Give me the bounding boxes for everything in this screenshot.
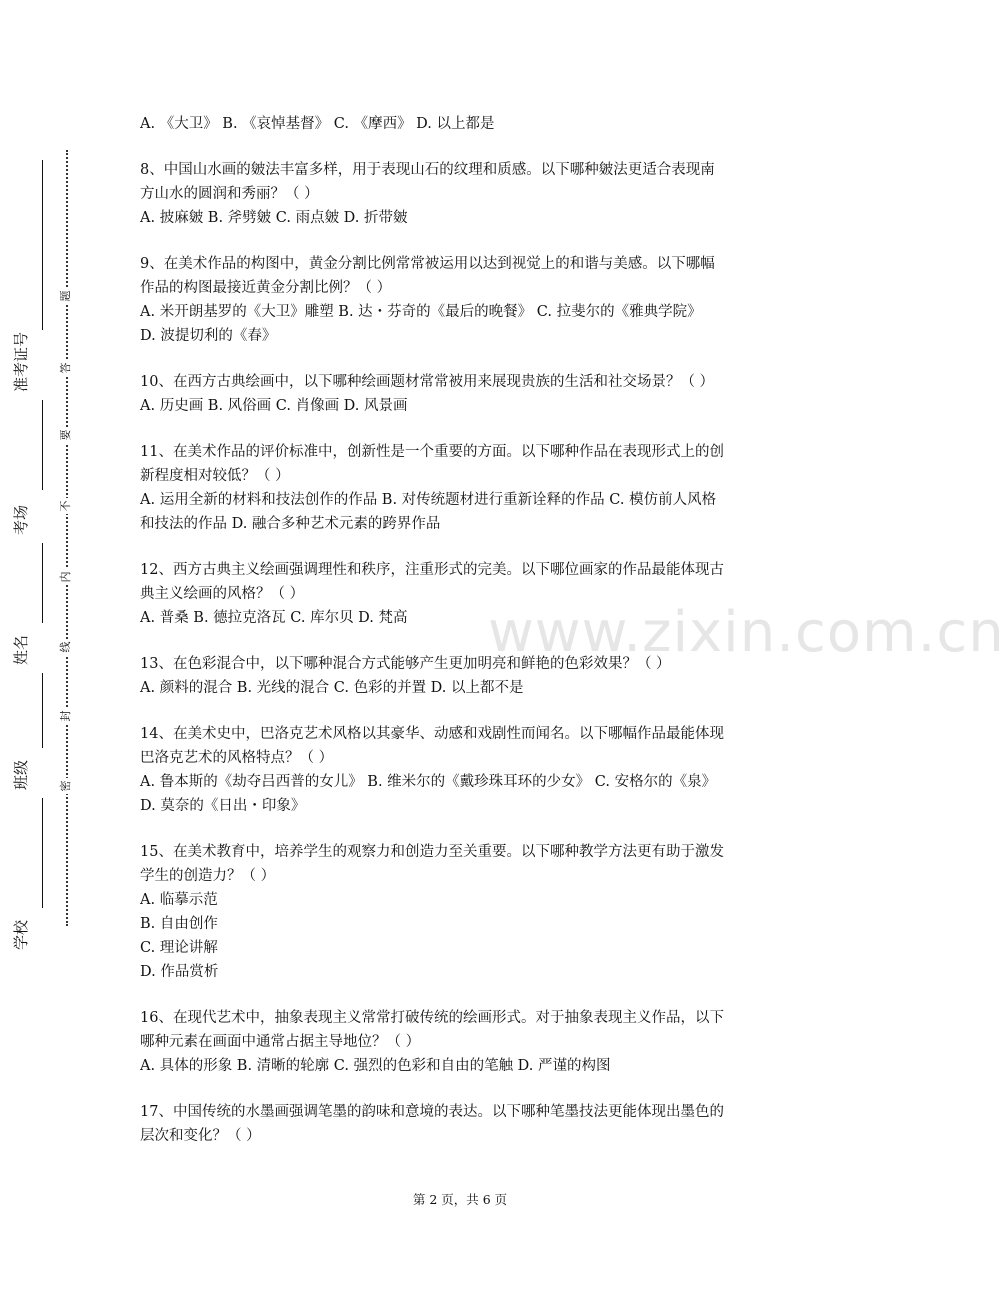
seal-char: 不 xyxy=(58,498,74,514)
seal-dotted-line xyxy=(66,150,68,926)
question-stem: 层次和变化？（ ） xyxy=(140,1128,261,1144)
question-stem: 16、在现代艺术中，抽象表现主义常常打破传统的绘画形式。对于抽象表现主义作品，以下 xyxy=(140,1010,724,1026)
question-stem: 9、在美术作品的构图中，黄金分割比例常常被运用以达到视觉上的和谐与美感。以下哪幅 xyxy=(140,256,715,272)
school-line xyxy=(42,798,43,908)
seal-char: 封 xyxy=(58,708,74,724)
option-line: A. 颜料的混合 B. 光线的混合 C. 色彩的并置 D. 以上都不是 xyxy=(140,680,524,696)
question-stem: 典主义绘画的风格？（ ） xyxy=(140,586,305,602)
option-line: A. 米开朗基罗的《大卫》雕塑 B. 达・芬奇的《最后的晚餐》 C. 拉斐尔的《雅典学院》 xyxy=(140,304,702,320)
school-label: 学校 xyxy=(12,919,30,950)
name-label: 姓名 xyxy=(12,634,30,665)
question-stem: 方山水的圆润和秀丽？（ ） xyxy=(140,186,319,202)
question-16 xyxy=(140,1006,800,1078)
question-stem: 12、西方古典主义绘画强调理性和秩序，注重形式的完美。以下哪位画家的作品最能体现古 xyxy=(140,562,724,578)
name-line xyxy=(42,543,43,623)
watermark: www.zixin.com.cn xyxy=(488,600,1005,665)
question-stem: 11、在美术作品的评价标准中，创新性是一个重要的方面。以下哪种作品在表现形式上的创 xyxy=(140,444,724,460)
page-footer: 第 2 页，共 6 页 xyxy=(412,1192,508,1207)
class-line xyxy=(42,673,43,748)
class-label: 班级 xyxy=(12,759,30,790)
question-stem: 学生的创造力？（ ） xyxy=(140,868,276,884)
option-line: A. 历史画 B. 风俗画 C. 肖像画 D. 风景画 xyxy=(140,398,408,414)
question-stem: 15、在美术教育中，培养学生的观察力和创造力至关重要。以下哪种教学方法更有助于激发 xyxy=(140,844,724,860)
question-10 xyxy=(140,370,800,418)
question-17 xyxy=(140,1100,800,1148)
question-7-options xyxy=(140,112,800,136)
question-13 xyxy=(140,652,800,700)
seal-char: 答 xyxy=(58,360,74,376)
option-line: D. 波提切利的《春》 xyxy=(140,328,277,344)
question-15 xyxy=(140,840,800,984)
question-stem: 8、中国山水画的皴法丰富多样，用于表现山石的纹理和质感。以下哪种皴法更适合表现南 xyxy=(140,162,715,178)
option-line: D. 莫奈的《日出・印象》 xyxy=(140,798,306,814)
question-11 xyxy=(140,440,800,536)
option-line: D. 作品赏析 xyxy=(140,964,219,980)
question-8 xyxy=(140,158,800,230)
option-line: C. 理论讲解 xyxy=(140,940,218,956)
exam-room-label: 考场 xyxy=(12,504,30,535)
seal-char: 密 xyxy=(58,778,74,794)
option-line: A. 临摹示范 xyxy=(140,892,218,908)
option-line: 和技法的作品 D. 融合多种艺术元素的跨界作品 xyxy=(140,516,441,532)
seal-char: 题 xyxy=(58,288,74,304)
exam-room-line xyxy=(42,400,43,490)
question-list xyxy=(140,112,800,1170)
option-line: A. 鲁本斯的《劫夺吕西普的女儿》 B. 维米尔的《戴珍珠耳环的少女》 C. 安格尔的《泉》 xyxy=(140,774,717,790)
question-stem: 10、在西方古典绘画中，以下哪种绘画题材常常被用来展现贵族的生活和社交场景？（ ） xyxy=(140,374,715,390)
question-stem: 作品的构图最接近黄金分割比例？（ ） xyxy=(140,280,392,296)
question-12 xyxy=(140,558,800,630)
option-line: A. 披麻皴 B. 斧劈皴 C. 雨点皴 D. 折带皴 xyxy=(140,210,408,226)
question-stem: 巴洛克艺术的风格特点？（ ） xyxy=(140,750,334,766)
option-line: A. 《大卫》 B. 《哀悼基督》 C. 《摩西》 D. 以上都是 xyxy=(140,116,495,132)
binding-margin xyxy=(8,150,48,950)
option-line: B. 自由创作 xyxy=(140,916,218,932)
option-line: A. 普桑 B. 德拉克洛瓦 C. 库尔贝 D. 梵高 xyxy=(140,610,408,626)
option-line: A. 运用全新的材料和技法创作的作品 B. 对传统题材进行重新诠释的作品 C. 模仿前人风格 xyxy=(140,492,717,508)
question-stem: 13、在色彩混合中，以下哪种混合方式能够产生更加明亮和鲜艳的色彩效果？（ ） xyxy=(140,656,671,672)
question-9 xyxy=(140,252,800,348)
question-stem: 17、中国传统的水墨画强调笔墨的韵味和意境的表达。以下哪种笔墨技法更能体现出墨色的 xyxy=(140,1104,724,1120)
question-stem: 哪种元素在画面中通常占据主导地位？（ ） xyxy=(140,1034,421,1050)
exam-id-line xyxy=(42,160,43,330)
option-line: A. 具体的形象 B. 清晰的轮廓 C. 强烈的色彩和自由的笔触 D. 严谨的构图 xyxy=(140,1058,611,1074)
exam-id-label: 准考证号 xyxy=(12,331,30,392)
question-stem: 新程度相对较低？（ ） xyxy=(140,468,290,484)
question-stem: 14、在美术史中，巴洛克艺术风格以其豪华、动感和戏剧性而闻名。以下哪幅作品最能体现 xyxy=(140,726,724,742)
seal-char: 内 xyxy=(58,569,74,585)
question-14 xyxy=(140,722,800,818)
seal-char: 要 xyxy=(58,427,74,443)
seal-char: 线 xyxy=(58,639,74,655)
